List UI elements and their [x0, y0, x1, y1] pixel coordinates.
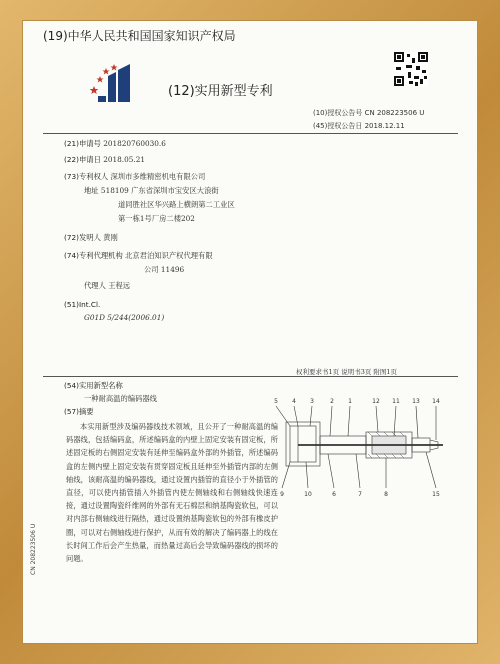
- office-name: (19)中华人民共和国国家知识产权局: [43, 29, 236, 43]
- agent-label: 代理人: [84, 281, 106, 290]
- abstract-label: (57)摘要: [64, 407, 94, 416]
- int-cl-value: G01D 5/244(2006.01): [84, 313, 165, 322]
- application-date: 2018.05.21: [103, 155, 145, 164]
- figure-label: 14: [432, 398, 440, 405]
- figure-label: 6: [332, 491, 336, 498]
- patentee-name: 深圳市多维精密机电有限公司: [110, 172, 206, 181]
- figure-label: 13: [412, 398, 420, 405]
- figure-label: 12: [372, 398, 380, 405]
- section-divider: [43, 376, 458, 377]
- publication-date: (45)授权公告日 2018.12.11: [313, 122, 405, 130]
- side-publication-code: CN 208223506 U: [30, 523, 37, 575]
- address-line: 第一栋1号厂房二楼202: [118, 214, 195, 223]
- document-type: (12)实用新型专利: [168, 84, 273, 99]
- figure-label: 9: [280, 491, 284, 498]
- publication-number: (10)授权公告号 CN 208223506 U: [313, 109, 425, 117]
- inventor-name: 黄刚: [103, 233, 118, 242]
- figure-label: 10: [304, 491, 312, 498]
- utility-model-title-label: (54)实用新型名称: [64, 381, 123, 390]
- inventor-label: (72)发明人: [64, 233, 101, 242]
- agency-label: (74)专利代理机构: [64, 251, 123, 260]
- page-counts: 权利要求书1页 说明书3页 附图1页: [296, 368, 398, 376]
- utility-model-title: 一种耐高温的编码器线: [84, 394, 157, 403]
- figure-label: 7: [358, 491, 362, 498]
- agency-name: 北京君泊知识产权代理有限: [125, 251, 213, 260]
- figure-label: 4: [292, 398, 296, 405]
- cnipa-logo-icon: [86, 52, 134, 107]
- application-number: 201820760030.6: [103, 139, 166, 148]
- figure-label: 2: [330, 398, 334, 405]
- figure-label: 5: [274, 398, 278, 405]
- application-number-label: (21)申请号: [64, 139, 101, 148]
- address-line: 道同胜社区华兴路上横朗第二工业区: [118, 200, 235, 209]
- agency-name-cont: 公司 11496: [144, 265, 185, 274]
- figure-label: 3: [310, 398, 314, 405]
- application-date-label: (22)申请日: [64, 155, 101, 164]
- figure-label: 8: [384, 491, 388, 498]
- int-cl-label: (51)Int.Cl.: [64, 300, 101, 309]
- figure-label: 1: [348, 398, 352, 405]
- qr-code-icon: [394, 52, 428, 86]
- address-label: 地址: [84, 186, 99, 195]
- figure-label: 15: [432, 491, 440, 498]
- encoder-cable-figure: [268, 392, 458, 507]
- abstract-text: 本实用新型涉及编码器线技术领域，且公开了一种耐高温的编码器线，包括编码盒，所述编码盒的内壁上固定安装有固定板，所述固定板的右侧固定安装有延伸至编码盒外部的外插管，所述编码盒的左侧内壁上固定安装有贯穿固定板且延伸至外插管内部的左侧轴线，该耐高温的编码器线，通过设置内插管的直径小于外插管的直径，可以使内插管插入外插管内使左侧轴线和右侧轴线快速连接，通过设置陶瓷纤维网的外部有无石棉层和纳基陶瓷软包，可以对内部右侧轴线进行隔热，通过设置纳基陶瓷软包的外部有橡皮护圈，可以对右侧轴线进行保护，从而有效的解决了编码器上的线在长时间工作后会产生热量，而热量过高后会导致编码器线的损坏的问题。: [66, 422, 278, 564]
- address-line: 518109 广东省深圳市宝安区大浪街: [100, 186, 219, 195]
- header-divider: [43, 133, 458, 134]
- agent-name: 王程远: [108, 281, 131, 290]
- figure-label: 11: [392, 398, 400, 405]
- patentee-label: (73)专利权人: [64, 172, 109, 181]
